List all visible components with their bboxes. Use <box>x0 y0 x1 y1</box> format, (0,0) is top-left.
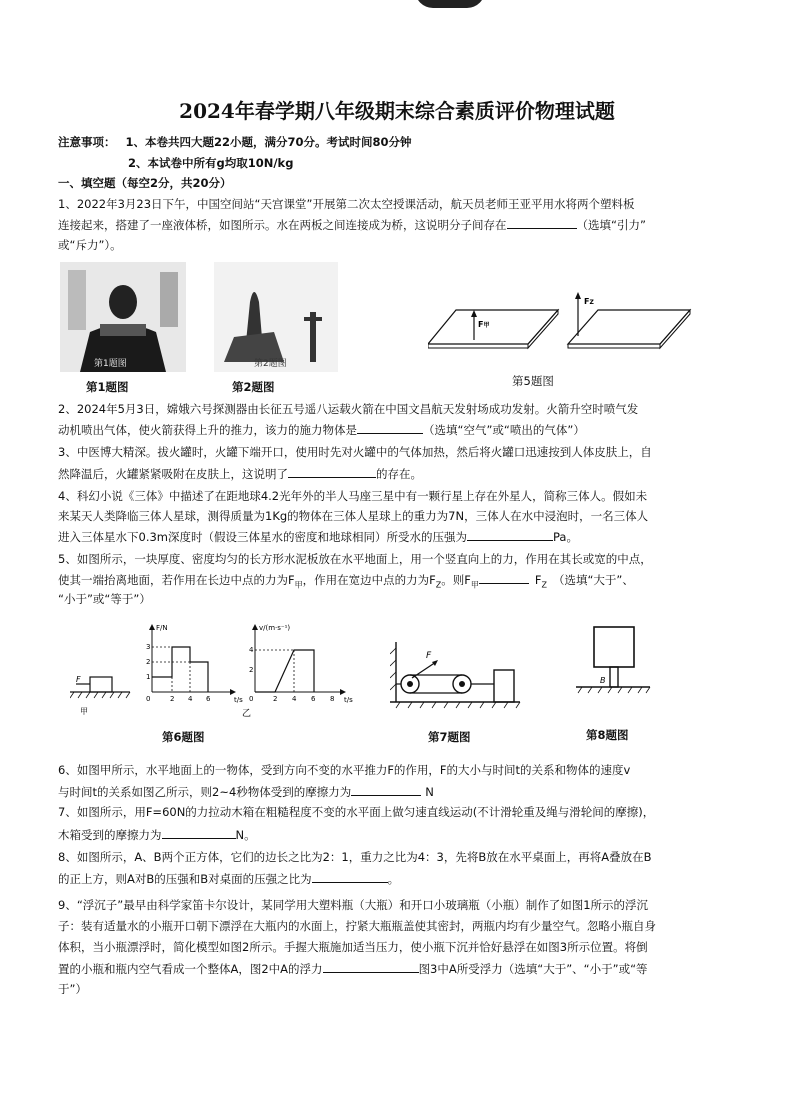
fig6-force-label: F <box>76 675 81 684</box>
fig5-label-fw: F甲 <box>478 320 490 329</box>
q5-sub-a: 甲 <box>294 580 303 590</box>
q7-line-1: 7、如图所示，用F=60N的力拉动木箱在粗糙程度不变的水平面上做匀速直线运动(不计滑轮重及绳与滑轮间的摩擦)， <box>58 805 655 819</box>
q6-answer-blank[interactable] <box>351 783 421 796</box>
q9-answer-blank[interactable] <box>323 960 419 973</box>
q8-line-1: 8、如图所示，A、B两个正方体，它们的边长之比为2：1，重力之比为4：3，先将B放在水平桌面上，再将A叠放在B <box>58 850 652 864</box>
fig6-axis-v: v/(m·s⁻¹) <box>259 624 291 632</box>
q5-sub-d: Z <box>541 580 547 590</box>
fig2-photo-image <box>214 262 338 372</box>
q5-text-e: （选填“大于”、 <box>552 573 634 587</box>
q3-text-a: 然降温后，火罐紧紧吸附在皮肤上，这说明了 <box>58 467 288 481</box>
fig6-jia-label: 甲 <box>80 707 88 716</box>
fig8-label-b: B <box>600 676 606 685</box>
fig6-tick-2: 2 <box>170 695 175 703</box>
q9-line-2: 子：装有适量水的小瓶开口朝下漂浮在大瓶内的水面上，拧紧大瓶瓶盖使其密封，两瓶内均有少量空气。忽略小瓶自身 <box>58 919 656 933</box>
fig6-v-ytick-4: 4 <box>249 646 254 654</box>
q9-line-5: 于”） <box>58 982 87 996</box>
section-1-heading: 一、填空题（每空2分，共20分） <box>58 176 232 190</box>
q5-text-c: 。则F <box>441 573 471 587</box>
fig1-caption: 第1题图 <box>86 380 129 394</box>
q5-text-d: F <box>534 573 542 587</box>
fig5-caption: 第5题图 <box>512 374 554 388</box>
fig2-caption: 第2题图 <box>232 380 275 394</box>
exam-title: 2024年春学期八年级期末综合素质评价物理试题 <box>179 99 615 123</box>
fig1-inner-caption: 第1题图 <box>94 359 127 369</box>
notes-line-1 <box>58 134 412 150</box>
notes-item-2: 2、本试卷中所有g均取10N/kg <box>128 156 294 170</box>
fig6-tick-origin-2: 0 <box>249 695 254 703</box>
q1-text-b: （选填“引力” <box>576 218 646 232</box>
q4-line-1: 4、科幻小说《三体》中描述了在距地球4.2光年外的半人马座三星中有一颗行星上存在外星人，简称三体人。假如未 <box>58 489 648 503</box>
q9-line-3: 体积，当小瓶漂浮时，简化模型如图2所示。手握大瓶施加适当压力，使小瓶下沉并恰好悬浮在如图3所示位置。将倒 <box>58 940 648 954</box>
notes-item-1: 1、本卷共四大题22小题，满分70分。考试时间80分钟 <box>125 135 412 149</box>
q9-text-b: 图3中A所受浮力（选填“大于”、“小于”或“等 <box>418 962 648 976</box>
q5-text-b: ，作用在宽边中点的力为F <box>302 573 436 587</box>
q9-line-1: 9、“浮沉子”最早由科学家笛卡尔设计，某同学用大塑料瓶（大瓶）和开口小玻璃瓶（小瓶）制作了如图1所示的浮沉 <box>58 898 649 912</box>
fig6-v-ytick-2: 2 <box>249 666 254 674</box>
q4-line-2: 来某天人类降临三体人星球，测得质量为1Kg的物体在三体人星球上的重力为7N，三体人在水中浸泡时，一名三体人 <box>58 509 649 523</box>
q4-line-3 <box>58 528 578 545</box>
q6-line-1: 6、如图甲所示，水平地面上的一物体，受到方向不变的水平推力F的作用，F的大小与时间t的关系和物体的速度v <box>58 763 631 777</box>
fig6-ytick-2: 2 <box>146 658 151 666</box>
q3-answer-blank[interactable] <box>288 465 376 478</box>
q5-sub-b: Z <box>435 580 442 590</box>
fig6-diagram <box>70 622 370 722</box>
q3-line-2 <box>58 465 422 482</box>
fig6-v-tick-2: 2 <box>273 695 278 703</box>
fig7-force-label: F <box>426 651 432 661</box>
fig6-tick-4: 4 <box>188 695 193 703</box>
q8-text-a: 的正上方，则A对B的压强和B对桌面的压强之比为 <box>58 872 312 886</box>
fig6-ytick-1: 1 <box>146 673 151 681</box>
scan-mark <box>415 0 485 8</box>
fig6-v-tick-6: 6 <box>311 695 316 703</box>
q2-text-b: （选填“空气”或“喷出的气体”） <box>423 423 585 437</box>
q8-answer-blank[interactable] <box>312 870 388 883</box>
q1-line-1: 1、2022年3月23日下午，中国空间站“天宫课堂”开展第二次太空授课活动，航天员老师王亚平用水将两个塑料板 <box>58 197 635 211</box>
fig6-v-tick-4: 4 <box>292 695 297 703</box>
q4-text-b: Pa。 <box>553 530 578 544</box>
q5-line-3: “小于”或“等于”） <box>58 592 151 606</box>
fig8-diagram <box>574 625 654 705</box>
q3-text-b: 的存在。 <box>376 467 422 481</box>
fig6-axis-ts-2: t/s <box>344 696 353 704</box>
fig6-v-tick-8: 8 <box>330 695 335 703</box>
q3-line-1: 3、中医博大精深。拔火罐时，火罐下端开口，使用时先对火罐中的气体加热，然后将火罐口迅速按到人体皮肤上，自 <box>58 445 652 459</box>
notes-label: 注意事项： <box>58 135 116 149</box>
fig6-yi-label: 乙 <box>242 709 252 719</box>
q4-answer-blank[interactable] <box>467 528 553 541</box>
q2-text-a: 动机喷出气体，使火箭获得上升的推力，该力的施力物体是 <box>58 423 357 437</box>
q1-text-a: 连接起来，搭建了一座液体桥，如图所示。水在两板之间连接成为桥，这说明分子间存在 <box>58 218 507 232</box>
fig6-tick-6: 6 <box>206 695 211 703</box>
q9-text-a: 置的小瓶和瓶内空气看成一个整体A，图2中A的浮力 <box>58 962 323 976</box>
q5-sub-c: 甲 <box>470 580 479 590</box>
fig6-ytick-3: 3 <box>146 643 151 651</box>
fig1-photo <box>60 262 186 372</box>
q6-text-a: 与时间t的关系如图乙所示，则2~4秒物体受到的摩擦力为 <box>58 785 352 799</box>
fig6-axis-fn: F/N <box>156 624 168 632</box>
q8-line-2 <box>58 870 399 887</box>
q2-answer-blank[interactable] <box>357 421 423 434</box>
q2-line-1: 2、2024年5月3日，嫦娥六号探测器由长征五号遥八运载火箭在中国文昌航天发射场成功发射。火箭升空时喷气发 <box>58 402 639 416</box>
q5-answer-blank[interactable] <box>479 571 529 584</box>
fig8-caption: 第8题图 <box>586 728 629 742</box>
q7-answer-blank[interactable] <box>162 826 236 839</box>
fig6-tick-origin-1: 0 <box>146 695 151 703</box>
fig2-photo <box>214 262 338 372</box>
q7-text-a: 木箱受到的摩擦力为 <box>58 828 162 842</box>
fig5-diagram <box>428 292 698 358</box>
q9-line-4 <box>58 960 648 977</box>
q5-line-2 <box>58 571 634 593</box>
q6-text-b: N <box>425 785 434 799</box>
q1-line-2 <box>58 216 646 233</box>
fig5-label-fz: FZ <box>584 297 594 306</box>
fig7-caption: 第7题图 <box>428 730 471 744</box>
q8-text-b: 。 <box>387 872 400 886</box>
fig6-caption: 第6题图 <box>162 730 205 744</box>
q2-line-2 <box>58 421 585 438</box>
fig1-photo-image <box>60 262 186 372</box>
q7-text-b: N。 <box>235 828 256 842</box>
q4-text-a: 进入三体星水下0.3m深度时（假设三体星水的密度和地球相同）所受水的压强为 <box>58 530 467 544</box>
q5-line-1: 5、如图所示，一块厚度、密度均匀的长方形水泥板放在水平地面上，用一个竖直向上的力，作用在其长或宽的中点， <box>58 552 652 566</box>
q1-line-3: 或“斥力”）。 <box>58 238 122 252</box>
fig7-diagram <box>390 640 530 720</box>
q6-line-2 <box>58 783 434 800</box>
q5-text-a: 使其一端抬离地面，若作用在长边中点的力为F <box>58 573 295 587</box>
fig6-axis-ts-1: t/s <box>234 696 243 704</box>
fig2-inner-caption: 第2题图 <box>254 359 287 369</box>
q7-line-2 <box>58 826 256 843</box>
q1-answer-blank[interactable] <box>507 216 577 229</box>
